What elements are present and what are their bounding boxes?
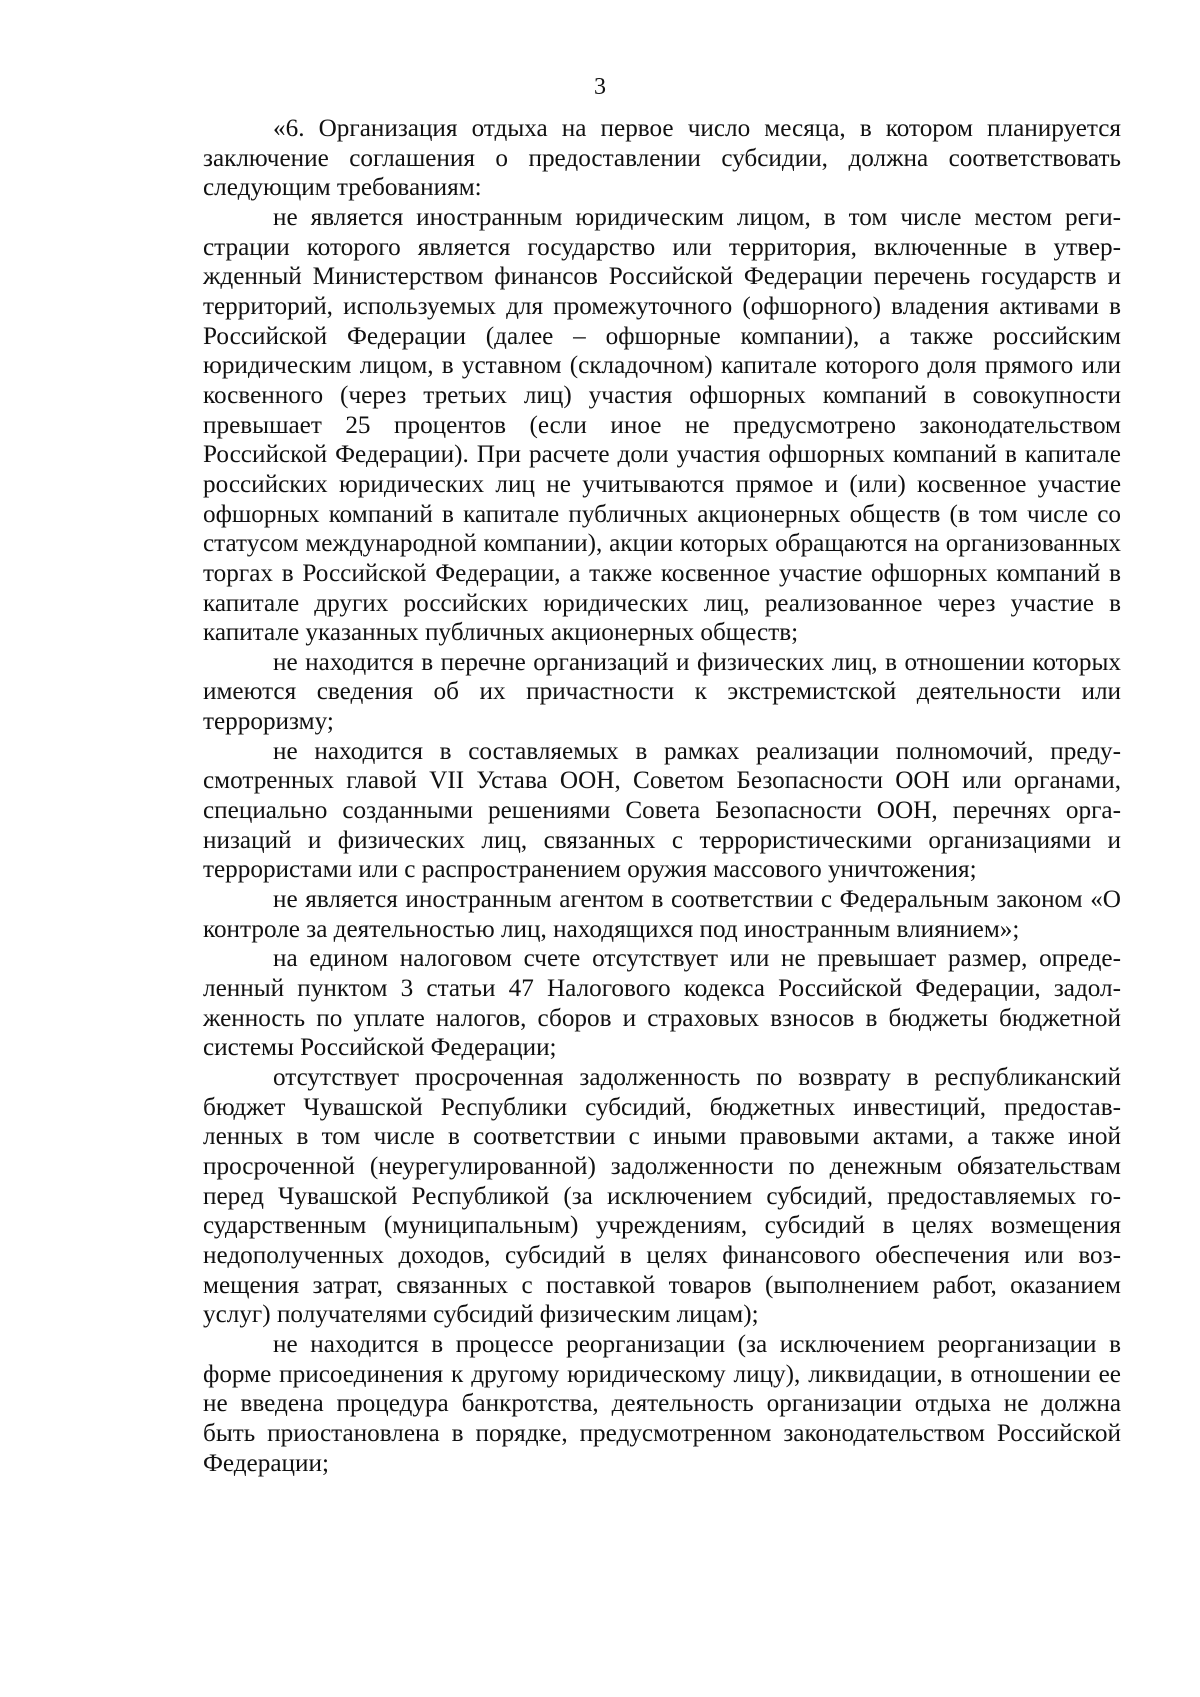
paragraph-tax-debt: на едином налоговом счете отсутствует или не превышает размер, определенный пунктом 3 статьи 47 Налогового кодекса Российской Федерации, задолженность по уплате налогов, сборов и страховых взносов в бюджеты бюджетной системы Российской Федерации;	[203, 945, 1121, 1062]
paragraph-foreign-agent: не является иностранным агентом в соответствии с Федеральным законом «О контроле за деятельностью лиц, находящихся под иностранным влиянием»;	[203, 886, 1121, 943]
paragraph-reorganization: не находится в процессе реорганизации (за исключением реорганизации в форме присоединения к другому юридическому лицу), ликвидации, в отношении ее не введена процедура банкротства, деятельность организации отдыха не должна быть приостановлена в порядке, предусмотренном законодательством Российской Федерации;	[203, 1330, 1121, 1477]
paragraph-offshore-requirement: не является иностранным юридическим лицом, в том числе местом регистрации которого является государство или территория, включенные в утвержденный Министерством финансов Российской Федерации перечень государств и территорий, используемых для промежуточного (офшорного) владения активами в Российской Федерации (далее – офшорные компании), а также российским юридическим лицом, в уставном (складочном) капитале которого доля прямого или косвенного (через третьих лиц) участия офшорных компаний в совокупности превышает 25 процентов (если иное не предусмотрено законодательством Российской Федерации). При расчете доли участия офшорных компаний в капитале российских юридических лиц не учитываются прямое и (или) косвенное участие офшорных компаний в капитале публичных акционерных обществ (в том числе со статусом международной компании), акции которых обращаются на организованных торгах в Российской Федерации, а также косвенное участие офшорных компаний в капитале других российских юридических лиц, реализованное через участие в капитале указанных публичных акционерных обществ;	[203, 203, 1121, 647]
paragraph-extremism-list: не находится в перечне организаций и физических лиц, в отношении которых имеются сведения об их причастности к экстремистской деятельности или терроризму;	[203, 648, 1121, 736]
document-body	[203, 114, 1121, 1478]
paragraph-intro: «6. Организация отдыха на первое число месяца, в котором планируется заключение соглашения о предоставлении субсидии, должна соответствовать следующим требованиям:	[203, 115, 1121, 202]
paragraph-un-sanctions-list: не находится в составляемых в рамках реализации полномочий, предусмотренных главой VII Устава ООН, Советом Безопасности ООН или органами, специально созданными решениями Совета Безопасности ООН, перечнях организаций и физических лиц, связанных с террористическими организациями и террористами или с распространением оружия массового уничтожения;	[203, 737, 1121, 884]
page-number: 3	[594, 74, 606, 100]
paragraph-overdue-debt: отсутствует просроченная задолженность по возврату в республиканский бюджет Чувашской Республики субсидий, бюджетных инвестиций, предоставленных в том числе в соответствии с иными правовыми актами, а также иной просроченной (неурегулированной) задолженности по денежным обязательствам перед Чувашской Республикой (за исключением субсидий, предоставляемых государственным (муниципальным) учреждениям, субсидий в целях возмещения недополученных доходов, субсидий в целях финансового обеспечения или возмещения затрат, связанных с поставкой товаров (выполнением работ, оказанием услуг) получателями субсидий физическим лицам);	[203, 1064, 1121, 1329]
